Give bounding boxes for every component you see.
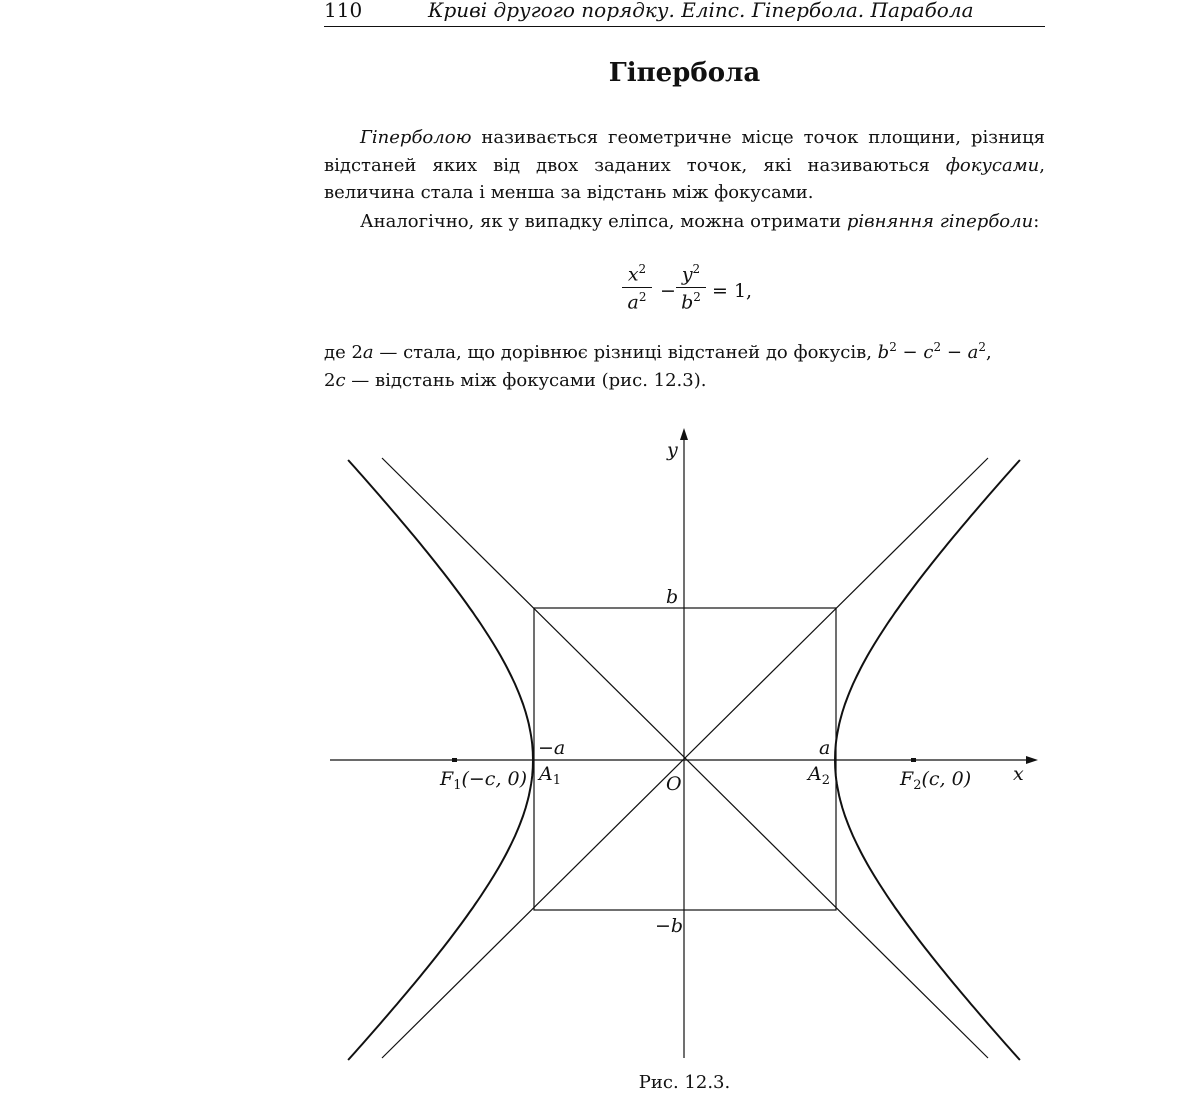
minus-sign: − <box>660 280 676 302</box>
label-f2: $F_2(c$, 0) <box>900 768 972 793</box>
intro-text-b: : <box>1033 211 1040 232</box>
x-axis-arrow <box>1026 756 1038 764</box>
section-title: Гіпербола <box>608 58 761 88</box>
label-x-axis: x <box>1013 763 1024 785</box>
equation-rhs: = 1, <box>712 280 753 302</box>
label-a1: $A_1$ <box>539 763 562 788</box>
page-number: 110 <box>324 0 363 22</box>
label-y-axis: y <box>667 439 678 461</box>
term-foci: фокусами <box>945 154 1040 176</box>
focus-f2-mark <box>911 758 916 762</box>
parameters-paragraph: де 2a — стала, що дорівнює різниці відстаней до фокусів, $b^2 - c^2 - a^2$, 2c — відстань між фокусами (рис. 12.3). <box>324 340 992 391</box>
definition-text-b: , величина стала і менша за відстань між фокусами. <box>324 154 1045 203</box>
focus-f1-mark <box>452 758 457 762</box>
label-a: a <box>819 737 831 759</box>
figure-caption: Рис. 12.3. <box>638 1072 731 1093</box>
term-equation: рівняння гіперболи <box>846 211 1034 232</box>
label-minus-b: −b <box>655 915 684 937</box>
definition-text-a: називається геометричне місце точок площини, різниця відстаней яких від двох заданих точок, які називаються <box>324 127 1045 176</box>
label-b: b <box>666 586 679 608</box>
y-axis-arrow <box>680 428 688 440</box>
label-minus-a: −a <box>538 737 566 759</box>
term-hyperbola: Гіперболою <box>360 127 472 148</box>
label-f1: $F_1(-c$, 0) <box>440 768 528 793</box>
intro-text-a: Аналогічно, як у випадку еліпса, можна отримати <box>360 211 847 232</box>
running-title: Криві другого порядку. Еліпс. Гіпербола. Парабола <box>428 0 974 22</box>
fraction-x: $\frac{x^2}{a^2}$ <box>622 262 652 314</box>
fraction-y: $\frac{y^2}{b^2}$ <box>676 262 706 314</box>
label-origin: O <box>666 773 682 795</box>
label-a2: $A_2$ <box>808 763 831 788</box>
